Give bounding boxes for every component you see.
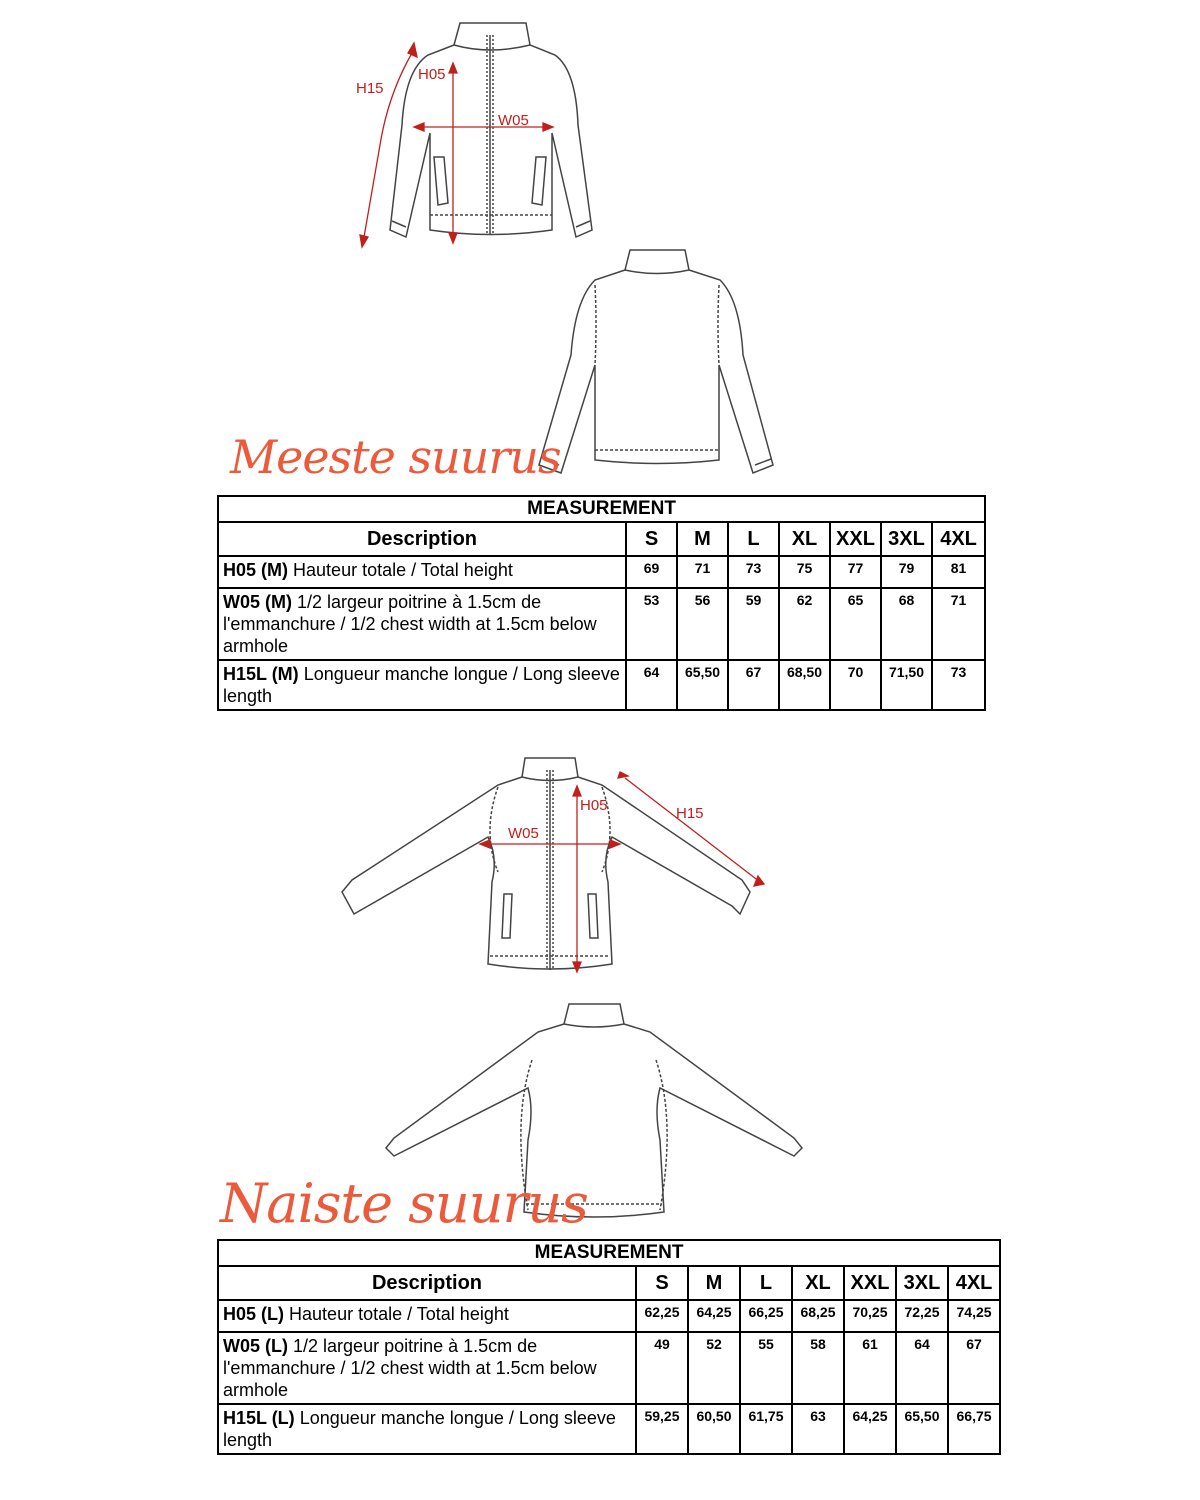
value-cell: 73 bbox=[728, 556, 779, 588]
row-description bbox=[218, 1404, 636, 1454]
value-cell: 64 bbox=[896, 1332, 948, 1404]
women-size-header: 4XL bbox=[948, 1266, 1000, 1300]
row-code: H05 (M) bbox=[223, 560, 289, 580]
value-cell: 68 bbox=[881, 588, 932, 660]
row-text: Hauteur totale / Total height bbox=[293, 560, 513, 580]
value-cell: 74,25 bbox=[948, 1300, 1000, 1332]
row-description bbox=[218, 556, 626, 588]
value-cell: 65,50 bbox=[677, 660, 728, 710]
men-size-header: L bbox=[728, 522, 779, 556]
table-row bbox=[218, 1300, 1000, 1332]
value-cell: 67 bbox=[728, 660, 779, 710]
men-size-header: 3XL bbox=[881, 522, 932, 556]
value-cell: 71 bbox=[677, 556, 728, 588]
row-text: 1/2 largeur poitrine à 1.5cm de l'emmanchure / 1/2 chest width at 1.5cm below armhole bbox=[223, 1336, 597, 1400]
men-h05-label: H05 bbox=[418, 66, 446, 83]
men-size-header: M bbox=[677, 522, 728, 556]
men-size-header-row bbox=[218, 522, 985, 556]
men-size-header: XL bbox=[779, 522, 830, 556]
women-size-header: S bbox=[636, 1266, 688, 1300]
row-text: 1/2 largeur poitrine à 1.5cm de l'emmanchure / 1/2 chest width at 1.5cm below armhole bbox=[223, 592, 597, 656]
value-cell: 59,25 bbox=[636, 1404, 688, 1454]
value-cell: 75 bbox=[779, 556, 830, 588]
row-text: Hauteur totale / Total height bbox=[289, 1304, 509, 1324]
value-cell: 70,25 bbox=[844, 1300, 896, 1332]
value-cell: 73 bbox=[932, 660, 985, 710]
women-size-header-row bbox=[218, 1266, 1000, 1300]
women-jacket-front-sketch bbox=[340, 752, 780, 977]
value-cell: 61 bbox=[844, 1332, 896, 1404]
value-cell: 66,25 bbox=[740, 1300, 792, 1332]
value-cell: 66,75 bbox=[948, 1404, 1000, 1454]
women-size-header: XXL bbox=[844, 1266, 896, 1300]
row-code: W05 (M) bbox=[223, 592, 292, 612]
women-measurement-table bbox=[217, 1239, 1001, 1455]
value-cell: 61,75 bbox=[740, 1404, 792, 1454]
men-description-header: Description bbox=[218, 522, 626, 556]
value-cell: 72,25 bbox=[896, 1300, 948, 1332]
men-size-header: XXL bbox=[830, 522, 881, 556]
value-cell: 52 bbox=[688, 1332, 740, 1404]
value-cell: 60,50 bbox=[688, 1404, 740, 1454]
women-size-title: Naiste suurus bbox=[220, 1172, 588, 1235]
value-cell: 58 bbox=[792, 1332, 844, 1404]
value-cell: 64,25 bbox=[688, 1300, 740, 1332]
row-code: W05 (L) bbox=[223, 1336, 288, 1356]
value-cell: 55 bbox=[740, 1332, 792, 1404]
value-cell: 65 bbox=[830, 588, 881, 660]
table-row bbox=[218, 556, 985, 588]
row-description bbox=[218, 1332, 636, 1404]
value-cell: 59 bbox=[728, 588, 779, 660]
women-w05-label: W05 bbox=[508, 825, 539, 842]
row-code: H05 (L) bbox=[223, 1304, 285, 1324]
value-cell: 65,50 bbox=[896, 1404, 948, 1454]
value-cell: 64 bbox=[626, 660, 677, 710]
women-description-header: Description bbox=[218, 1266, 636, 1300]
value-cell: 62 bbox=[779, 588, 830, 660]
women-size-header: XL bbox=[792, 1266, 844, 1300]
value-cell: 77 bbox=[830, 556, 881, 588]
men-size-header: 4XL bbox=[932, 522, 985, 556]
table-row bbox=[218, 660, 985, 710]
value-cell: 81 bbox=[932, 556, 985, 588]
value-cell: 64,25 bbox=[844, 1404, 896, 1454]
value-cell: 68,50 bbox=[779, 660, 830, 710]
row-description bbox=[218, 660, 626, 710]
row-text: Longueur manche longue / Long sleeve length bbox=[223, 664, 620, 706]
value-cell: 70 bbox=[830, 660, 881, 710]
row-code: H15L (L) bbox=[223, 1408, 295, 1428]
value-cell: 79 bbox=[881, 556, 932, 588]
women-h05-label: H05 bbox=[580, 797, 608, 814]
row-text: Longueur manche longue / Long sleeve length bbox=[223, 1408, 616, 1450]
men-w05-label: W05 bbox=[498, 112, 529, 129]
women-size-header: 3XL bbox=[896, 1266, 948, 1300]
table-row bbox=[218, 588, 985, 660]
men-size-header: S bbox=[626, 522, 677, 556]
women-table-heading: MEASUREMENT bbox=[218, 1240, 1000, 1266]
table-row bbox=[218, 1404, 1000, 1454]
value-cell: 49 bbox=[636, 1332, 688, 1404]
men-jacket-back-sketch bbox=[535, 245, 780, 475]
women-size-header: M bbox=[688, 1266, 740, 1300]
women-size-header: L bbox=[740, 1266, 792, 1300]
value-cell: 69 bbox=[626, 556, 677, 588]
men-jacket-front-sketch bbox=[340, 15, 620, 255]
men-h15-label: H15 bbox=[356, 80, 384, 97]
value-cell: 56 bbox=[677, 588, 728, 660]
men-size-title: Meeste suurus bbox=[230, 430, 561, 484]
value-cell: 71,50 bbox=[881, 660, 932, 710]
value-cell: 71 bbox=[932, 588, 985, 660]
value-cell: 62,25 bbox=[636, 1300, 688, 1332]
men-table-heading: MEASUREMENT bbox=[218, 496, 985, 522]
value-cell: 63 bbox=[792, 1404, 844, 1454]
value-cell: 68,25 bbox=[792, 1300, 844, 1332]
row-description bbox=[218, 1300, 636, 1332]
women-h15-label: H15 bbox=[676, 805, 704, 822]
value-cell: 67 bbox=[948, 1332, 1000, 1404]
value-cell: 53 bbox=[626, 588, 677, 660]
table-row bbox=[218, 1332, 1000, 1404]
row-code: H15L (M) bbox=[223, 664, 299, 684]
men-measurement-table bbox=[217, 495, 986, 711]
row-description bbox=[218, 588, 626, 660]
